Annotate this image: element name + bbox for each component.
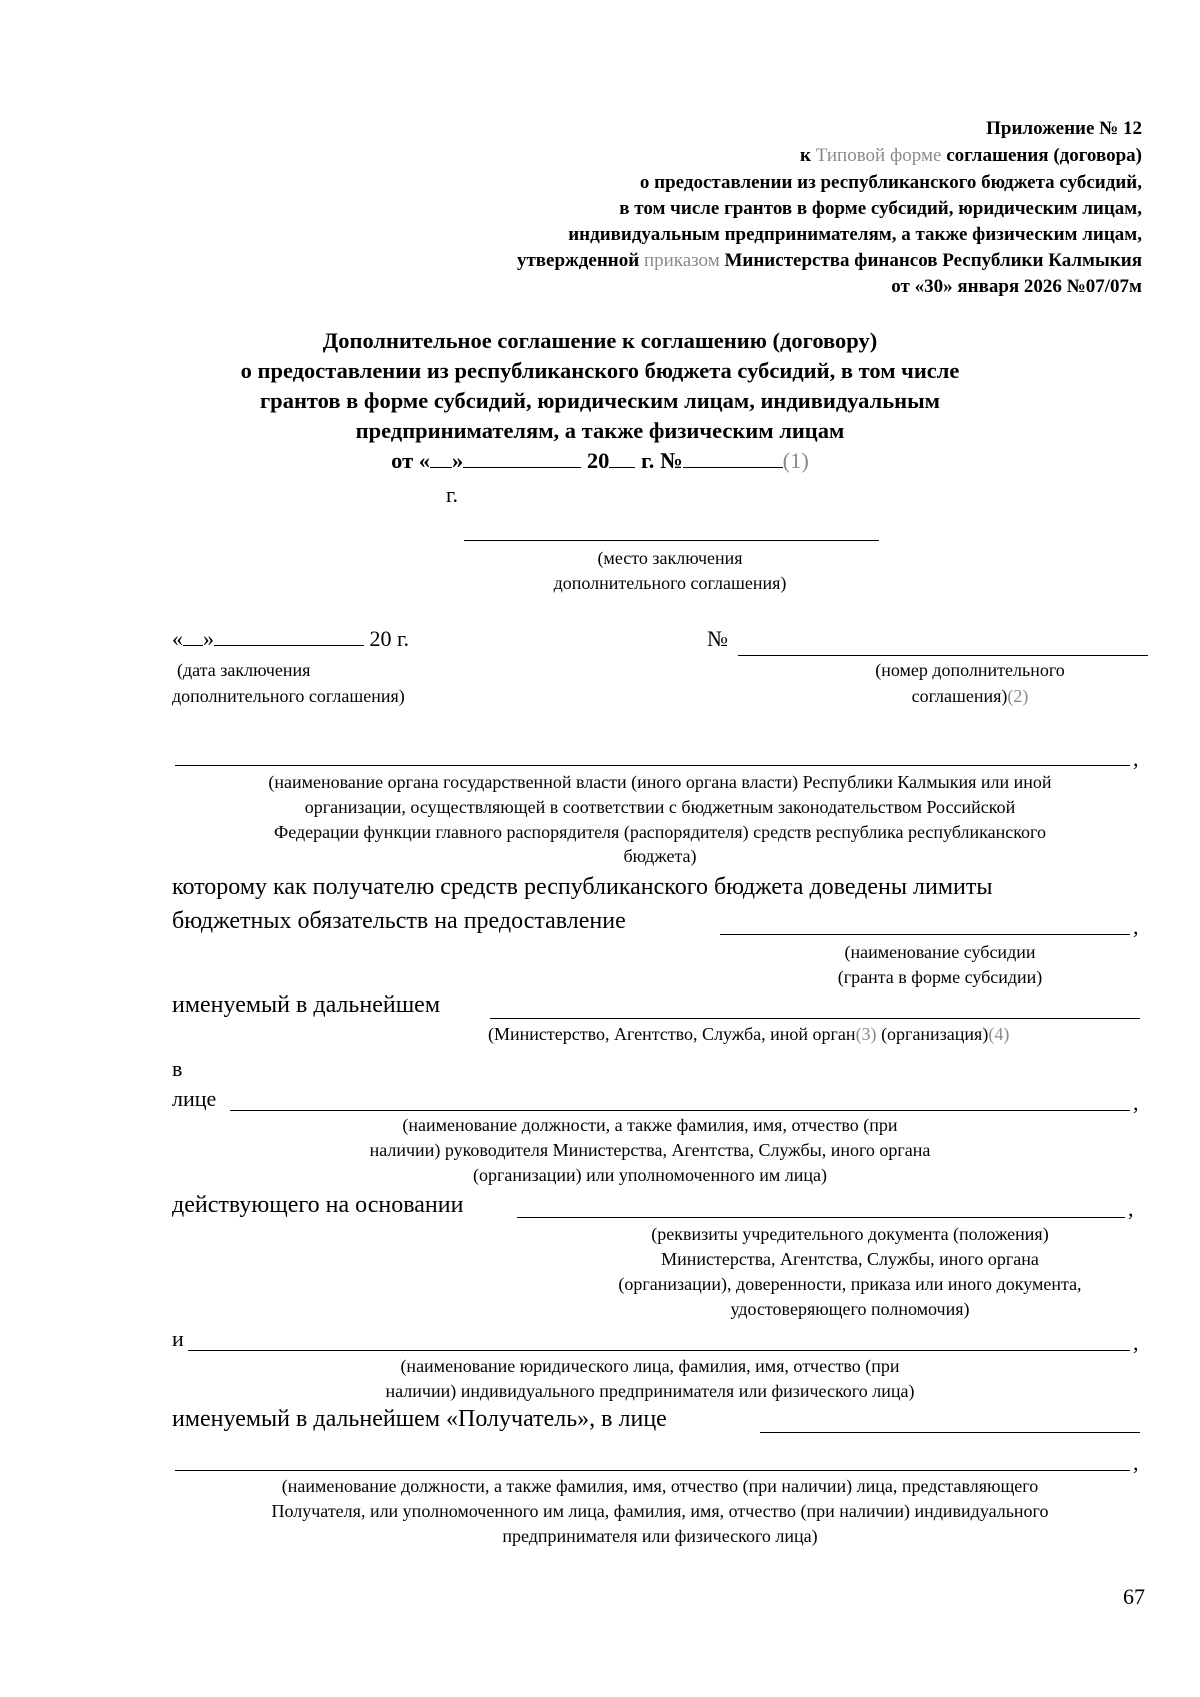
head-comma: , [1133, 1090, 1139, 1115]
appendix-number: Приложение № 12 [986, 118, 1142, 139]
number-sign: № [707, 626, 728, 651]
entity-caption-2: наличии) индивидуального предпринимателя или физического лица) [385, 1381, 915, 1401]
agreement-number-blank[interactable] [738, 655, 1148, 656]
title-date-from: от « [391, 448, 431, 473]
referred-caption-b: (организация) [881, 1024, 989, 1044]
referred-blank[interactable] [490, 1018, 1140, 1019]
date-month-blank[interactable] [214, 645, 364, 646]
place-prefix: г. [446, 482, 459, 507]
basis-caption-1: (реквизиты учредительного документа (положения) [651, 1224, 1049, 1244]
typical-form-link[interactable]: Типовой форме [815, 145, 942, 166]
subsidy-comma: , [1133, 914, 1139, 939]
entity-name-blank[interactable] [188, 1350, 1130, 1351]
rep-caption-3: предпринимателя или физического лица) [502, 1526, 818, 1546]
v-label: в [172, 1056, 183, 1081]
title-year-blank[interactable] [609, 467, 635, 468]
footnote-3-link[interactable]: (3) [855, 1024, 877, 1044]
number-caption-1: (номер дополнительного [875, 660, 1065, 680]
basis-blank[interactable] [517, 1217, 1125, 1218]
basis-caption-4: удостоверяющего полномочия) [730, 1299, 970, 1319]
document-title-date-line [0, 448, 1200, 474]
footnote-4-link[interactable]: (4) [988, 1024, 1010, 1044]
title-month-blank[interactable] [463, 467, 581, 468]
place-caption-1: (место заключения [597, 548, 743, 568]
document-title-line-1: Дополнительное соглашение к соглашению (договору) [322, 328, 878, 353]
basis-caption-3: (организации), доверенности, приказа или иного документа, [618, 1274, 1082, 1294]
rep-caption-2: Получателя, или уполномоченного им лица, фамилия, имя, отчество (при наличии) индивидуального [271, 1501, 1049, 1521]
head-person-blank[interactable] [230, 1110, 1130, 1111]
agreement-date-line [172, 626, 409, 652]
acting-label: действующего на основании [172, 1192, 464, 1218]
title-year: 20 [586, 448, 610, 473]
authority-caption-1: (наименование органа государственной власти (иного органа власти) Республики Калмыкия или иной [268, 772, 1052, 792]
subsidy-caption-1: (наименование субсидии [844, 942, 1036, 962]
authority-caption-4: бюджета) [623, 846, 697, 866]
recipient-comma: , [1133, 1450, 1139, 1475]
title-date-quote: » [452, 448, 464, 473]
title-day-blank[interactable] [430, 467, 452, 468]
approved-suffix: Министерства финансов Республики Калмыкия [724, 250, 1142, 271]
entity-comma: , [1133, 1330, 1139, 1355]
entity-caption-1: (наименование юридического лица, фамилия, имя, отчество (при [400, 1356, 900, 1376]
date-open-quote: « [172, 626, 183, 651]
title-g-no: г. № [641, 448, 683, 473]
basis-caption-2: Министерства, Агентства, Службы, иного органа [661, 1249, 1039, 1269]
and-label: и [172, 1326, 184, 1351]
head-caption-3: (организации) или уполномоченного им лица) [473, 1165, 827, 1185]
document-title-line-4: предпринимателям, а также физическим лицам [355, 418, 845, 443]
authority-caption-3: Федерации функции главного распорядителя (распорядителя) средств республика республиканского [274, 822, 1046, 842]
appendix-line-6 [517, 250, 1142, 272]
basis-comma: , [1128, 1196, 1134, 1221]
subsidy-caption-2: (гранта в форме субсидии) [837, 967, 1043, 987]
recipient-rep-blank-2[interactable] [175, 1470, 1130, 1471]
appendix-line-3: о предоставлении из республиканского бюджета субсидий, [639, 172, 1142, 193]
litse-label: лице [172, 1086, 217, 1111]
appendix-ref-suffix: соглашения (договора) [946, 145, 1142, 166]
number-caption-2-line [820, 686, 1120, 707]
footnote-2-link[interactable]: (2) [1007, 686, 1029, 706]
date-year: 20 г. [369, 626, 410, 651]
page-number: 67 [1123, 1584, 1145, 1609]
limits-line-1: которому как получателю средств республиканского бюджета доведены лимиты [172, 874, 993, 900]
recipient-rep-blank-1[interactable] [760, 1432, 1140, 1433]
appendix-line-4: в том числе грантов в форме субсидий, юридическим лицам, [619, 198, 1142, 219]
subsidy-name-blank[interactable] [720, 934, 1130, 935]
head-caption-2: наличии) руководителя Министерства, Агентства, Службы, иного органа [369, 1140, 931, 1160]
approved-prefix: утвержденной [516, 250, 640, 271]
place-blank[interactable] [464, 540, 879, 541]
date-close-quote: » [203, 626, 214, 651]
rep-caption-1: (наименование должности, а также фамилия, имя, отчество (при наличии) лица, представляющего [281, 1476, 1039, 1496]
footnote-1-link[interactable]: (1) [782, 448, 809, 473]
appendix-ref-line [800, 145, 1142, 167]
order-link[interactable]: приказом [643, 250, 720, 271]
appendix-line-5: индивидуальным предпринимателям, а также физическим лицам, [568, 224, 1142, 245]
number-caption-2: соглашения) [911, 686, 1008, 706]
place-caption-2: дополнительного соглашения) [553, 573, 787, 593]
limits-line-2: бюджетных обязательств на предоставление [172, 908, 626, 934]
authority-name-blank[interactable] [175, 765, 1130, 766]
recipient-label: именуемый в дальнейшем «Получатель», в лице [172, 1406, 667, 1432]
document-title-line-2: о предоставлении из республиканского бюджета субсидий, в том числе [240, 358, 960, 383]
head-caption-1: (наименование должности, а также фамилия, имя, отчество (при [402, 1115, 898, 1135]
date-day-blank[interactable] [183, 645, 203, 646]
authority-caption-2: организации, осуществляющей в соответствии с бюджетным законодательством Российской [304, 797, 1016, 817]
appendix-ref-prefix: к [800, 145, 811, 166]
referred-label: именуемый в дальнейшем [172, 992, 441, 1018]
referred-caption-a: (Министерство, Агентство, Служба, иной орган [488, 1024, 856, 1044]
referred-caption [488, 1024, 1009, 1045]
date-caption-1: (дата заключения [177, 660, 311, 680]
appendix-date-number: от «30» января 2026 №07/07м [891, 276, 1142, 297]
document-title-line-3: грантов в форме субсидий, юридическим лицам, индивидуальным [259, 388, 941, 413]
title-number-blank[interactable] [683, 467, 783, 468]
authority-comma: , [1133, 746, 1139, 771]
date-caption-2: дополнительного соглашения) [172, 686, 405, 706]
